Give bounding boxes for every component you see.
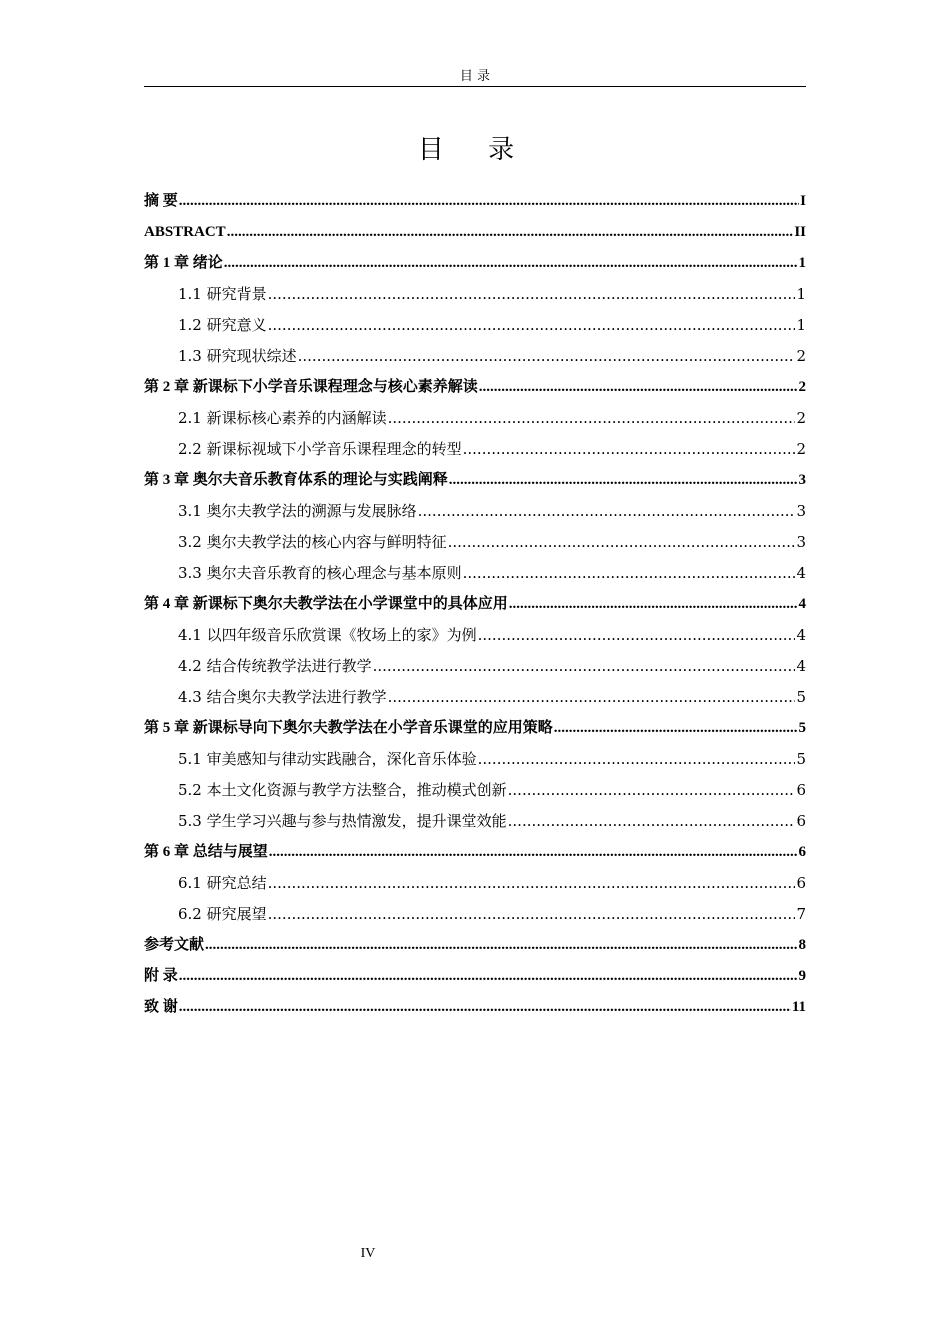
toc-entry[interactable] <box>144 682 806 713</box>
toc-entry-page: I <box>800 193 806 209</box>
toc-title: 目 录 <box>417 135 533 165</box>
toc-entry[interactable] <box>144 620 806 651</box>
toc-entry-text: 第 3 章 奥尔夫音乐教育体系的理论与实践阐释 <box>144 472 448 488</box>
toc-entry-page: 2 <box>798 379 806 395</box>
toc-entry-page: 5 <box>796 750 806 768</box>
toc-entry-page: 9 <box>798 968 806 984</box>
toc-entry[interactable] <box>144 775 806 806</box>
toc-entry-page: 4 <box>798 596 806 612</box>
toc-leader-dots <box>268 868 796 899</box>
toc-entry-page: 3 <box>796 533 806 551</box>
toc-entry[interactable] <box>144 589 806 620</box>
toc-leader-dots <box>269 837 798 868</box>
toc-entry-text: 第 4 章 新课标下奥尔夫教学法在小学课堂中的具体应用 <box>144 596 508 612</box>
toc-entry-page: 3 <box>796 502 806 520</box>
toc-entry[interactable] <box>144 961 806 992</box>
toc-leader-dots <box>179 186 799 217</box>
toc-entry-page: 4 <box>796 657 806 675</box>
toc-leader-dots <box>205 930 797 961</box>
toc-entry-page: 5 <box>798 720 806 736</box>
toc-leader-dots <box>463 434 796 465</box>
toc-leader-dots <box>373 651 796 682</box>
toc-leader-dots <box>509 589 798 620</box>
toc-entry-page: 7 <box>796 905 806 923</box>
toc-leader-dots <box>478 744 796 775</box>
toc-entry-page: 2 <box>796 409 806 427</box>
toc-entry-text: 4.2 结合传统教学法进行教学 <box>178 657 372 675</box>
toc-entry[interactable] <box>144 496 806 527</box>
toc-leader-dots <box>224 248 798 279</box>
toc-entry-text: 3.1 奥尔夫教学法的溯源与发展脉络 <box>178 502 417 520</box>
toc-leader-dots <box>554 713 798 744</box>
toc-entry[interactable] <box>144 806 806 837</box>
toc-leader-dots <box>508 806 796 837</box>
toc-entry[interactable] <box>144 837 806 868</box>
toc-entry-text: 1.2 研究意义 <box>178 316 267 334</box>
toc-leader-dots <box>479 372 798 403</box>
toc-leader-dots <box>268 310 796 341</box>
page-number: IV <box>360 1246 376 1261</box>
toc-entry-text: 1.1 研究背景 <box>178 285 267 303</box>
toc-entry-text: 摘 要 <box>144 193 178 209</box>
toc-entry-page: 3 <box>798 472 806 488</box>
toc-leader-dots <box>418 496 796 527</box>
toc-entry[interactable] <box>144 279 806 310</box>
toc-entry-page: 6 <box>798 844 806 860</box>
toc-entry-text: 致 谢 <box>144 999 178 1015</box>
toc-entry-text: 参考文献 <box>144 937 205 953</box>
toc-entry-text: 5.2 本土文化资源与教学方法整合，推动模式创新 <box>178 781 507 799</box>
toc-leader-dots <box>179 961 798 992</box>
toc-entry[interactable] <box>144 930 806 961</box>
toc-entry[interactable] <box>144 403 806 434</box>
toc-entry-text: 1.3 研究现状综述 <box>178 347 297 365</box>
toc-entry-text: 第 6 章 总结与展望 <box>144 844 268 860</box>
toc-entry[interactable] <box>144 992 806 1023</box>
toc-entry-page: 4 <box>796 564 806 582</box>
toc-leader-dots <box>448 527 796 558</box>
table-of-contents <box>144 186 806 1023</box>
toc-entry-page: 11 <box>791 999 806 1015</box>
toc-entry[interactable] <box>144 434 806 465</box>
toc-entry[interactable] <box>144 744 806 775</box>
toc-entry[interactable] <box>144 217 806 248</box>
toc-entry-page: 2 <box>796 440 806 458</box>
toc-entry-text: 附 录 <box>144 968 178 984</box>
toc-entry-text: ABSTRACT <box>144 224 226 240</box>
toc-entry[interactable] <box>144 558 806 589</box>
toc-entry-page: 1 <box>796 316 806 334</box>
toc-entry-page: 4 <box>796 626 806 644</box>
toc-entry-page: II <box>794 224 806 240</box>
toc-entry-page: 8 <box>798 937 806 953</box>
toc-entry-text: 3.3 奥尔夫音乐教育的核心理念与基本原则 <box>178 564 462 582</box>
toc-entry[interactable] <box>144 899 806 930</box>
toc-entry-page: 6 <box>796 781 806 799</box>
toc-entry-text: 6.1 研究总结 <box>178 874 267 892</box>
toc-leader-dots <box>449 465 798 496</box>
toc-leader-dots <box>268 279 796 310</box>
toc-entry-text: 2.1 新课标核心素养的内涵解读 <box>178 409 387 427</box>
running-header: 目 录 <box>144 68 806 87</box>
toc-entry-text: 4.3 结合奥尔夫教学法进行教学 <box>178 688 387 706</box>
toc-entry[interactable] <box>144 527 806 558</box>
toc-entry-page: 1 <box>796 285 806 303</box>
toc-entry[interactable] <box>144 310 806 341</box>
toc-leader-dots <box>179 992 791 1023</box>
toc-leader-dots <box>508 775 796 806</box>
toc-entry-page: 1 <box>798 255 806 271</box>
toc-entry[interactable] <box>144 248 806 279</box>
toc-leader-dots <box>463 558 796 589</box>
toc-leader-dots <box>298 341 796 372</box>
toc-entry-text: 2.2 新课标视域下小学音乐课程理念的转型 <box>178 440 462 458</box>
toc-entry-text: 第 5 章 新课标导向下奥尔夫教学法在小学音乐课堂的应用策略 <box>144 720 553 736</box>
toc-entry[interactable] <box>144 341 806 372</box>
toc-entry[interactable] <box>144 465 806 496</box>
toc-entry[interactable] <box>144 868 806 899</box>
toc-leader-dots <box>388 403 796 434</box>
toc-leader-dots <box>478 620 796 651</box>
toc-entry-text: 6.2 研究展望 <box>178 905 267 923</box>
toc-leader-dots <box>388 682 796 713</box>
toc-entry-page: 6 <box>796 874 806 892</box>
toc-entry-text: 4.1 以四年级音乐欣赏课《牧场上的家》为例 <box>178 626 477 644</box>
toc-entry-text: 3.2 奥尔夫教学法的核心内容与鲜明特征 <box>178 533 447 551</box>
toc-entry-text: 5.3 学生学习兴趣与参与热情激发，提升课堂效能 <box>178 812 507 830</box>
toc-entry[interactable] <box>144 186 806 217</box>
toc-entry-page: 2 <box>796 347 806 365</box>
toc-entry-text: 第 2 章 新课标下小学音乐课程理念与核心素养解读 <box>144 379 478 395</box>
toc-entry[interactable] <box>144 713 806 744</box>
toc-leader-dots <box>227 217 794 248</box>
toc-entry-page: 6 <box>796 812 806 830</box>
toc-entry[interactable] <box>144 651 806 682</box>
toc-entry[interactable] <box>144 372 806 403</box>
toc-entry-text: 5.1 审美感知与律动实践融合，深化音乐体验 <box>178 750 477 768</box>
toc-entry-page: 5 <box>796 688 806 706</box>
toc-leader-dots <box>268 899 796 930</box>
toc-entry-text: 第 1 章 绪论 <box>144 255 223 271</box>
